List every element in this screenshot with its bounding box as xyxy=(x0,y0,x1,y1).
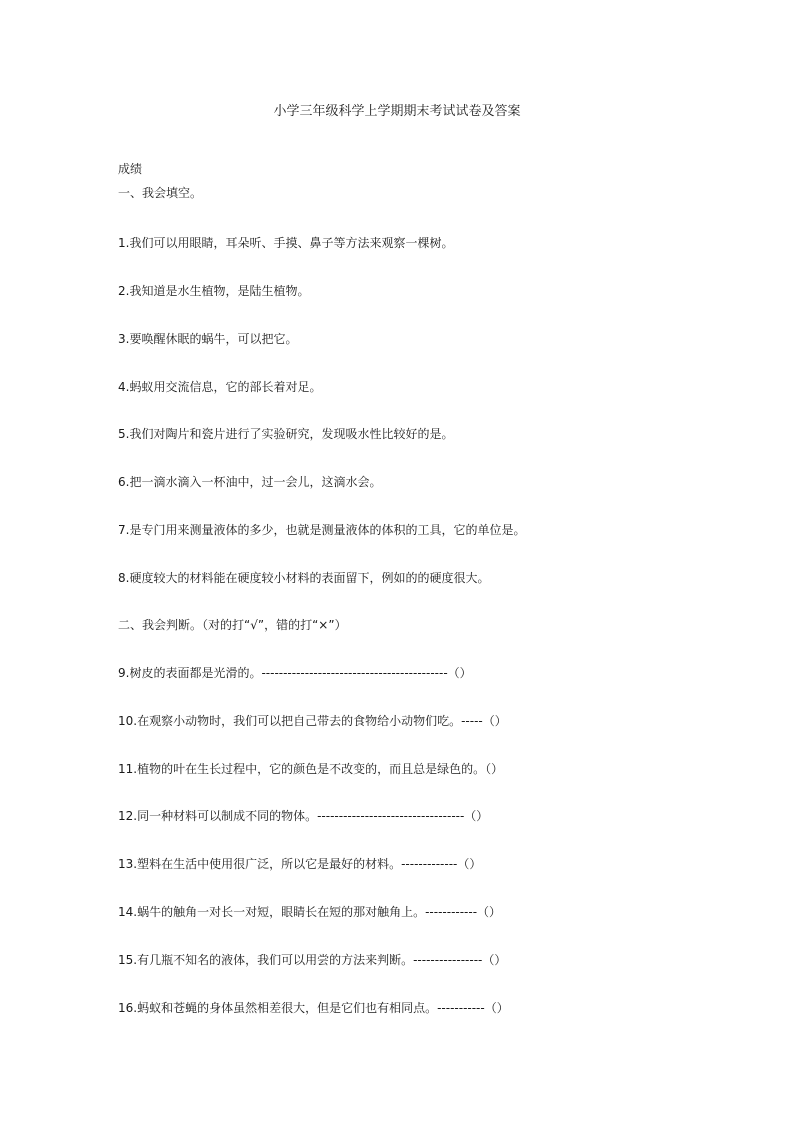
question-12: 12.同一种材料可以制成不同的物体。----------------------------------（） xyxy=(118,809,489,823)
question-7: 7.是专门用来测量液体的多少，也就是测量液体的体积的工具，它的单位是。 xyxy=(118,523,526,537)
question-15: 15.有几瓶不知名的液体，我们可以用尝的方法来判断。----------------（） xyxy=(118,953,507,967)
question-16: 16.蚂蚁和苍蝇的身体虽然相差很大，但是它们也有相同点。-----------（） xyxy=(118,1001,509,1015)
question-9: 9.树皮的表面都是光滑的。-------------------------------------------（） xyxy=(118,666,472,680)
section2-heading: 二、我会判断。（对的打“√”，错的打“×”） xyxy=(118,618,347,632)
question-11: 11.植物的叶在生长过程中，它的颜色是不改变的，而且总是绿色的。（） xyxy=(118,762,504,776)
question-3: 3.要唤醒休眠的蜗牛，可以把它。 xyxy=(118,332,298,346)
question-4: 4.蚂蚁用交流信息，它的部长着对足。 xyxy=(118,380,322,394)
score-label: 成绩 xyxy=(118,162,143,176)
question-1: 1.我们可以用眼睛，耳朵听、手摸、鼻子等方法来观察一棵树。 xyxy=(118,236,454,250)
question-2: 2.我知道是水生植物，是陆生植物。 xyxy=(118,284,310,298)
question-6: 6.把一滴水滴入一杯油中，过一会儿，这滴水会。 xyxy=(118,475,382,489)
section1-heading: 一、我会填空。 xyxy=(118,186,203,200)
document-title: 小学三年级科学上学期期末考试试卷及答案 xyxy=(273,104,521,119)
question-13: 13.塑料在生活中使用很广泛，所以它是最好的材料。-------------（） xyxy=(118,857,482,871)
question-5: 5.我们对陶片和瓷片进行了实验研究，发现吸水性比较好的是。 xyxy=(118,427,454,441)
question-14: 14.蜗牛的触角一对长一对短，眼睛长在短的那对触角上。------------（） xyxy=(118,905,502,919)
question-10: 10.在观察小动物时，我们可以把自己带去的食物给小动物们吃。-----（） xyxy=(118,714,507,728)
question-8: 8.硬度较大的材料能在硬度较小材料的表面留下，例如的的硬度很大。 xyxy=(118,571,490,585)
